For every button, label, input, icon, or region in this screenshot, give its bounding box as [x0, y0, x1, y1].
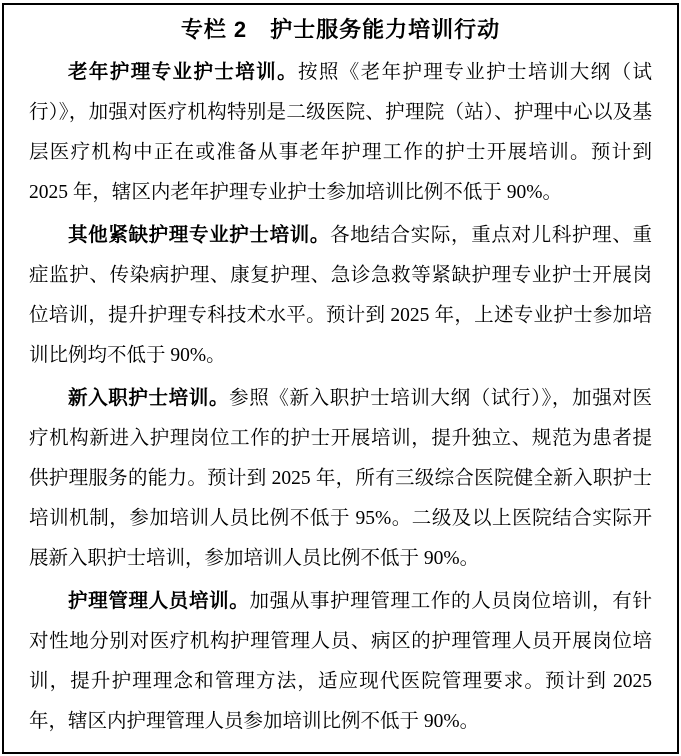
callout-box — [2, 3, 679, 754]
paragraph-lead: 新入职护士培训。 — [68, 388, 230, 409]
paragraph-body: 参照《新入职护士培训大纲（试行）》，加强对医疗机构新进入护理岗位工作的护士开展培训，提升独立、规范为患者提供护理服务的能力。预计到 2025 年，所有三级综合医院健全新入职护士培训机制，参加培训人员比例不低于 95%。二级及以上医院结合实际开展新入职护士培训，参加培训人员比例不低于 90%。 — [29, 388, 652, 569]
paragraph-lead: 老年护理专业护士培训。 — [68, 62, 298, 83]
paragraph-shortage-specialty-training — [29, 216, 652, 376]
paragraph-new-nurse-training — [29, 379, 652, 579]
paragraph-body: 加强从事护理管理工作的人员岗位培训，有针对性地分别对医疗机构护理管理人员、病区的护理管理人员开展岗位培训，提升护理理念和管理方法，适应现代医院管理要求。预计到 2025 年，辖区内护理管理人员参加培训比例不低于 90%。 — [29, 591, 652, 732]
paragraph-elderly-nursing-training — [29, 53, 652, 213]
box-title: 专栏 2 护士服务能力培训行动 — [180, 17, 501, 42]
paragraph-lead: 护理管理人员培训。 — [68, 591, 250, 612]
paragraph-lead: 其他紧缺护理专业护士培训。 — [68, 225, 331, 246]
paragraph-nursing-manager-training — [29, 582, 652, 742]
paragraph-body: 按照《老年护理专业护士培训大纲（试行）》，加强对医疗机构特别是二级医院、护理院（站）、护理中心以及基层医疗机构中正在或准备从事老年护理工作的护士开展培训。预计到 2025 年，辖区内老年护理专业护士参加培训比例不低于 90%。 — [29, 62, 652, 203]
paragraph-body: 各地结合实际，重点对儿科护理、重症监护、传染病护理、康复护理、急诊急救等紧缺护理专业护士开展岗位培训，提升护理专科技术水平。预计到 2025 年，上述专业护士参加培训比例均不低于 90%。 — [29, 225, 652, 366]
